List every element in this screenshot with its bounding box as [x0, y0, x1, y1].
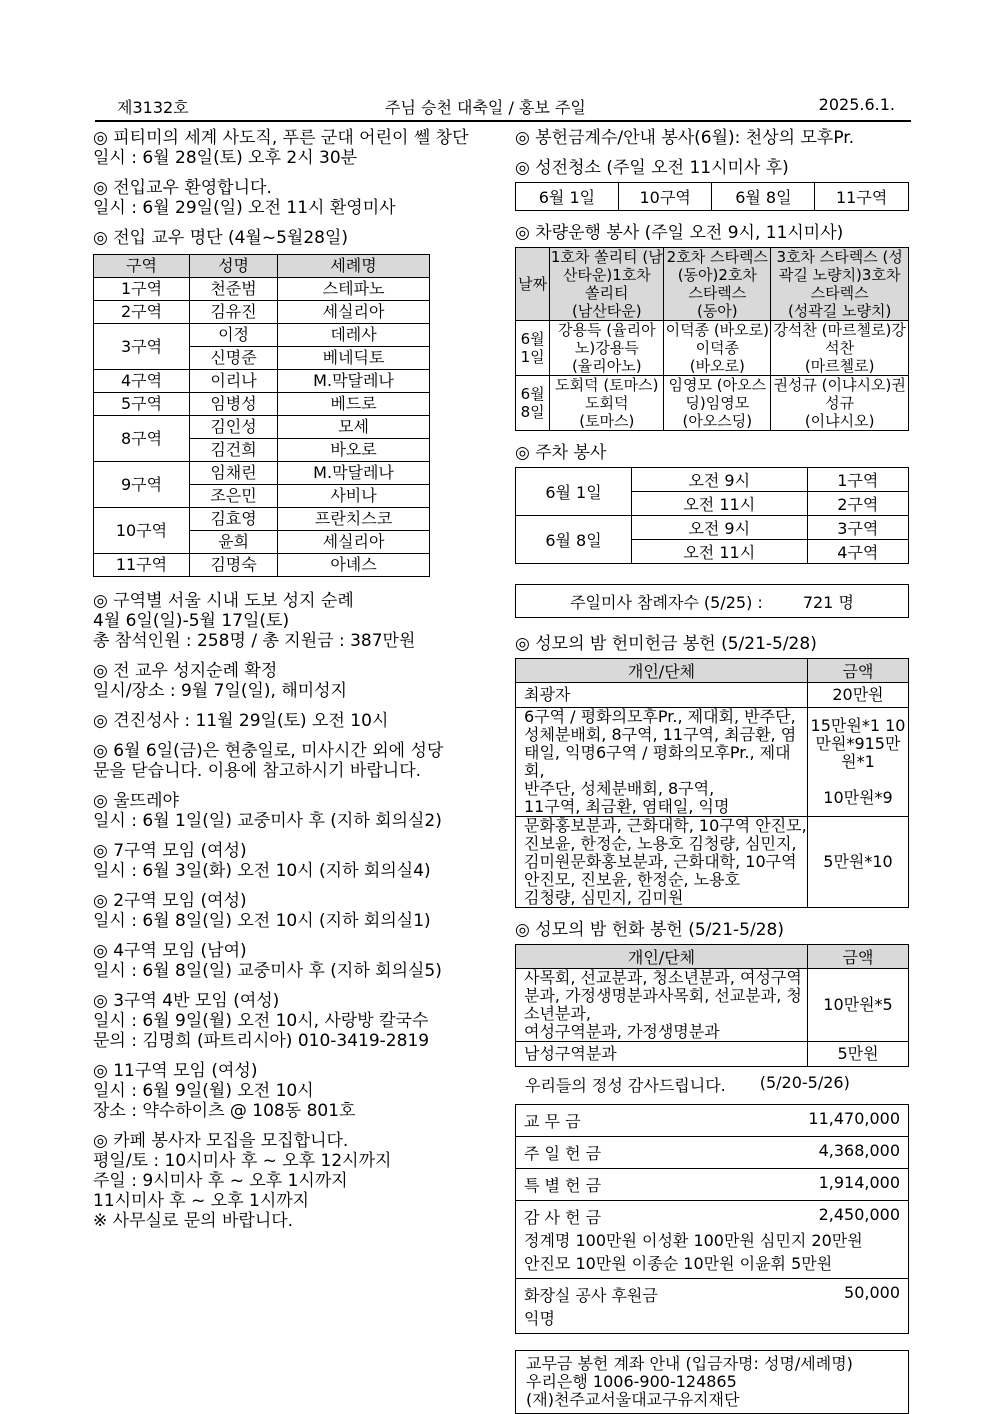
notice-line: 4월 6일(일)-5월 17일(토): [93, 611, 290, 631]
table-row: [516, 969, 909, 1042]
gift-name: 남성구역분과: [516, 1042, 808, 1067]
cleaning-cell: 10구역: [618, 183, 712, 211]
table-row: [516, 1169, 909, 1201]
notice-heading: ◎ 2구역 모임 (여성): [93, 891, 247, 911]
notice-heading: ◎ 전 교우 성지순례 확정: [93, 661, 278, 681]
table-row: [516, 321, 909, 376]
issue-number: 제3132호: [117, 98, 189, 117]
car-header-cell: 1호차 쏠리티 (남산타운)1호차 쏠리티 (남산타운): [550, 248, 663, 320]
gift-name: 6구역 / 평화의모후Pr., 제대회, 반주단, 성체분배회, 8구역, 11구역, 최금환, 염태일, 익명6구역 / 평화의모후Pr., 제대회, 반주단, 성체분배회, 8구역, 11구역, 최금환, 염태일, 익명: [516, 708, 808, 817]
table-row: [94, 554, 430, 577]
offering-cell: [516, 1169, 909, 1201]
member-cell: 김유진: [190, 301, 278, 324]
notice-block: [93, 791, 488, 831]
offering-amount: 11,470,000: [808, 1109, 900, 1128]
notice-heading: ◎ 6월 6일(금)은 현충일로, 미사시간 외에 성당: [93, 741, 444, 761]
car-header-cell: 2호차 스타렉스 (동아)2호차 스타렉스 (동아): [664, 248, 771, 321]
gift1-table: [515, 658, 909, 908]
offering-amount: 2,450,000: [818, 1205, 900, 1224]
parking-cell: 오전 11시: [632, 492, 808, 516]
page-header: [95, 92, 911, 122]
parking-cell: 오전 9시: [632, 516, 808, 540]
notice-line: 일시 : 6월 9일(월) 오전 10시, 사랑방 칼국수: [93, 1011, 429, 1031]
cleaning-title: ◎ 성전청소 (주일 오전 11시미사 후): [515, 158, 789, 178]
table-row: [94, 370, 430, 393]
gift1-title: ◎ 성모의 밤 헌미헌금 봉헌 (5/21-5/28): [515, 634, 817, 654]
offering-label: 특 별 헌 금: [524, 1176, 602, 1195]
notice-heading: ◎ 견진성사 : 11월 29일(토) 오전 10시: [93, 711, 389, 731]
notice-heading: ◎ 울뜨레야: [93, 791, 179, 811]
attendance-box: [515, 584, 909, 618]
member-cell: 천준범: [190, 278, 278, 301]
offering-label: 교 무 금: [524, 1112, 581, 1131]
car-title: ◎ 차량운행 봉사 (주일 오전 9시, 11시미사): [515, 223, 844, 243]
account-line: 우리은행 1006-900-124865: [526, 1372, 737, 1391]
notice-heading: ◎ 7구역 모임 (여성): [93, 841, 247, 861]
page-title: 주님 승천 대축일 / 홍보 주일: [385, 98, 586, 117]
offering-detail: 익명: [524, 1309, 555, 1328]
members-header-cell: 구역: [94, 255, 190, 278]
notice-group-bottom: [93, 591, 488, 1231]
notice-heading: ◎ 3구역 4반 모임 (여성): [93, 991, 280, 1011]
notice-line: 일시 : 6월 8일(일) 오전 10시 (지하 회의실1): [93, 911, 431, 931]
member-cell: 베드로: [278, 393, 430, 416]
notice-line: 총 참석인원 : 258명 / 총 지원금 : 387만원: [93, 631, 416, 651]
gift2-table: [515, 944, 909, 1067]
parking-date: 6월 1일: [516, 468, 632, 516]
table-row: [94, 301, 430, 324]
notice-block: [93, 128, 488, 168]
parking-table: [515, 467, 909, 564]
zone-cell: 2구역: [94, 301, 190, 324]
notice-line: ※ 사무실로 문의 바랍니다.: [93, 1211, 294, 1231]
car-cell: 권성규 (이냐시오)권성규 (이냐시오): [771, 376, 909, 431]
gift-header-row: [516, 945, 909, 969]
parking-cell: 1구역: [807, 468, 908, 492]
member-cell: 김명숙: [190, 554, 278, 577]
offering-detail: 정계명 100만원 이성환 100만원 심민지 20만원: [524, 1231, 863, 1250]
car-cell: 도회덕 (토마스)도회덕 (토마스): [550, 376, 664, 431]
offering-label: 화장실 공사 후원금: [524, 1286, 658, 1305]
notice-line: 주일 : 9시미사 후 ~ 오후 1시까지: [93, 1171, 348, 1191]
member-cell: 아녜스: [278, 554, 430, 577]
offering-label: 주 일 헌 금: [524, 1144, 602, 1163]
notice-line: 장소 : 약수하이츠 @ 108동 801호: [93, 1101, 356, 1121]
gift-header-cell: 개인/단체: [516, 945, 808, 969]
member-cell: 세실리아: [278, 531, 430, 554]
zone-cell: 8구역: [94, 416, 190, 462]
member-cell: 임병성: [190, 393, 278, 416]
cleaning-cell: 6월 1일: [516, 183, 619, 211]
gift-name: 사목회, 선교분과, 청소년분과, 여성구역분과, 가정생명분과사목회, 선교분과, 청소년분과, 여성구역분과, 가정생명분과: [516, 969, 808, 1042]
car-header-cell: 3호차 스타렉스 (성곽길 노량치)3호차 스타렉스 (성곽길 노량치): [771, 248, 909, 321]
member-cell: 김건희: [190, 439, 278, 462]
member-cell: 프란치스코: [278, 508, 430, 531]
notice-block: [93, 741, 488, 781]
parking-cell: 4구역: [807, 540, 908, 564]
offering-detail: 안진모 10만원 이종순 10만원 이윤휘 5만원: [524, 1254, 833, 1273]
gift-header-cell: 금액: [808, 945, 909, 969]
notice-line: 일시 : 6월 3일(화) 오전 10시 (지하 회의실4): [93, 861, 431, 881]
notice-block: [93, 891, 488, 931]
notice-line: 문을 닫습니다. 이용에 참고하시기 바랍니다.: [93, 761, 422, 781]
car-cell: 강석찬 (마르첼로)강석찬 (마르첼로): [771, 321, 909, 376]
offering-amount: 4,368,000: [818, 1141, 900, 1160]
table-row: [94, 278, 430, 301]
table-row: [516, 468, 909, 492]
zone-cell: 10구역: [94, 508, 190, 554]
account-line: 교무금 봉헌 계좌 안내 (입금자명: 성명/세례명): [526, 1354, 853, 1373]
zone-cell: 3구역: [94, 324, 190, 370]
service-notice: ◎ 봉헌금계수/안내 봉사(6월): 천상의 모후Pr.: [515, 128, 855, 148]
offering-cell: [516, 1105, 909, 1137]
table-row: [516, 1042, 909, 1067]
member-cell: 베네딕토: [278, 347, 430, 370]
attendance-label: 주일미사 참례자수 (5/25) :: [570, 592, 763, 612]
member-cell: 조은민: [190, 485, 278, 508]
car-header-cell: 날짜: [516, 248, 550, 321]
notice-block: [93, 711, 488, 731]
cleaning-table: [515, 182, 909, 211]
car-cell: 6월 8일: [516, 376, 550, 431]
member-cell: 바오로: [278, 439, 430, 462]
member-cell: 이정: [190, 324, 278, 347]
offering-cell: [516, 1201, 909, 1279]
table-row: [516, 516, 909, 540]
parking-cell: 오전 11시: [632, 540, 808, 564]
notice-group-top: [93, 128, 488, 218]
gift-amount: 10만원*5: [808, 969, 909, 1042]
member-cell: 김인성: [190, 416, 278, 439]
car-header-row: [516, 248, 909, 321]
table-row: [94, 462, 430, 485]
parking-title: ◎ 주차 봉사: [515, 443, 607, 463]
notice-line: 일시 : 6월 8일(일) 교중미사 후 (지하 회의실5): [93, 961, 442, 981]
table-row: [516, 708, 909, 817]
offering-amount: 1,914,000: [818, 1173, 900, 1192]
zone-cell: 9구역: [94, 462, 190, 508]
table-row: [94, 416, 430, 439]
offering-label: 감 사 헌 금: [524, 1208, 602, 1227]
notice-block: [93, 841, 488, 881]
notice-block: [93, 1131, 488, 1231]
table-row: [516, 1201, 909, 1279]
member-cell: 세실리아: [278, 301, 430, 324]
right-column: [515, 128, 911, 1414]
parking-date: 6월 8일: [516, 516, 632, 564]
offering-cell: [516, 1137, 909, 1169]
notice-line: 문의 : 김명희 (파트리시아) 010-3419-2819: [93, 1031, 430, 1051]
notice-heading: ◎ 전입교우 환영합니다.: [93, 178, 272, 198]
car-cell: 임영모 (아오스딩)임영모 (아오스딩): [664, 376, 771, 431]
table-row: [516, 376, 909, 431]
gift-amount: 5만원*10: [808, 817, 909, 908]
member-cell: 임채린: [190, 462, 278, 485]
table-row: [516, 1279, 909, 1334]
gift2-title: ◎ 성모의 밤 헌화 봉헌 (5/21-5/28): [515, 920, 784, 940]
member-cell: 데레사: [278, 324, 430, 347]
issue-date: 2025.6.1.: [818, 95, 895, 114]
notice-heading: ◎ 구역별 서울 시내 도보 성지 순례: [93, 591, 354, 611]
notice-line: 평일/토 : 10시미사 후 ~ 오후 12시까지: [93, 1151, 392, 1171]
notice-line: 일시 : 6월 28일(토) 오후 2시 30분: [93, 148, 358, 168]
member-cell: M.막달레나: [278, 462, 430, 485]
car-cell: 이덕종 (바오로)이덕종 (바오로): [665, 321, 770, 375]
notice-block: [93, 941, 488, 981]
member-cell: 모세: [278, 416, 430, 439]
offering-cell: [516, 1279, 909, 1334]
members-title: ◎ 전입 교우 명단 (4월~5월28일): [93, 228, 349, 248]
attendance-value: 721 명: [802, 592, 854, 612]
notice-heading: ◎ 카페 봉사자 모집을 모집합니다.: [93, 1131, 349, 1151]
member-cell: 김효영: [190, 508, 278, 531]
account-box: [515, 1350, 909, 1414]
notice-block: [93, 1061, 488, 1121]
notice-line: 일시 : 6월 29일(일) 오전 11시 환영미사: [93, 198, 396, 218]
left-column: [93, 128, 488, 1241]
parking-cell: 3구역: [807, 516, 908, 540]
table-row: [516, 1137, 909, 1169]
member-cell: 윤희: [190, 531, 278, 554]
notice-heading: ◎ 4구역 모임 (남여): [93, 941, 247, 961]
notice-block: [93, 661, 488, 701]
car-cell: 강용득 (율리아노)강용득 (율리아노): [550, 321, 664, 376]
table-row: [94, 508, 430, 531]
offerings-table: [515, 1104, 909, 1334]
cleaning-cell: 6월 8일: [712, 183, 815, 211]
table-row: [516, 1105, 909, 1137]
notice-line: 11시미사 후 ~ 오후 1시까지: [93, 1191, 310, 1211]
member-cell: M.막달레나: [278, 370, 430, 393]
table-row: [94, 324, 430, 347]
thanks-period: (5/20-5/26): [759, 1073, 850, 1092]
zone-cell: 5구역: [94, 393, 190, 416]
account-line: (재)천주교서울대교구유지재단: [526, 1390, 740, 1409]
member-cell: 스테파노: [278, 278, 430, 301]
parking-cell: 2구역: [807, 492, 908, 516]
gift-name: 최광자: [516, 683, 808, 708]
thanks-title: 우리들의 정성 감사드립니다.: [525, 1076, 726, 1095]
members-header-cell: 세례명: [278, 255, 430, 278]
zone-cell: 11구역: [94, 554, 190, 577]
members-table: [93, 254, 430, 577]
thanks-header: [525, 1073, 911, 1096]
notice-line: 일시 : 6월 1일(일) 교중미사 후 (지하 회의실2): [93, 811, 442, 831]
notice-block: [93, 991, 488, 1051]
member-cell: 사비나: [278, 485, 430, 508]
gift-header-cell: 금액: [808, 659, 909, 683]
car-table: [515, 247, 909, 431]
gift-amount: 5만원: [808, 1042, 909, 1067]
offering-amount: 50,000: [844, 1283, 900, 1302]
members-header-cell: 성명: [190, 255, 278, 278]
gift-amount: 15만원*1 10만원*915만원*1 10만원*9: [808, 708, 909, 817]
gift-name: 문화홍보분과, 근화대학, 10구역 안진모, 진보윤, 한정순, 노용호 김청량, 심민지, 김미원문화홍보분과, 근화대학, 10구역 안진모, 진보윤, 한정순, 노용호 김청량, 심민지, 김미원: [516, 817, 808, 908]
notice-block: [93, 591, 488, 651]
notice-line: 일시 : 6월 9일(월) 오전 10시: [93, 1081, 314, 1101]
zone-cell: 1구역: [94, 278, 190, 301]
notice-heading: ◎ 피티미의 세계 사도직, 푸른 군대 어린이 쎌 창단: [93, 128, 469, 148]
zone-cell: 4구역: [94, 370, 190, 393]
notice-heading: ◎ 11구역 모임 (여성): [93, 1061, 258, 1081]
cleaning-cell: 11구역: [815, 183, 909, 211]
notice-line: 일시/장소 : 9월 7일(일), 해미성지: [93, 681, 348, 701]
notice-block: [93, 178, 488, 218]
gift-header-cell: 개인/단체: [516, 659, 808, 683]
member-cell: 이리나: [190, 370, 278, 393]
table-row: [516, 817, 909, 908]
car-cell: 6월 1일: [516, 321, 550, 376]
member-cell: 신명준: [190, 347, 278, 370]
table-row: [516, 683, 909, 708]
table-row: [94, 393, 430, 416]
gift-amount: 20만원: [808, 683, 909, 708]
gift-header-row: [516, 659, 909, 683]
parking-cell: 오전 9시: [632, 468, 808, 492]
